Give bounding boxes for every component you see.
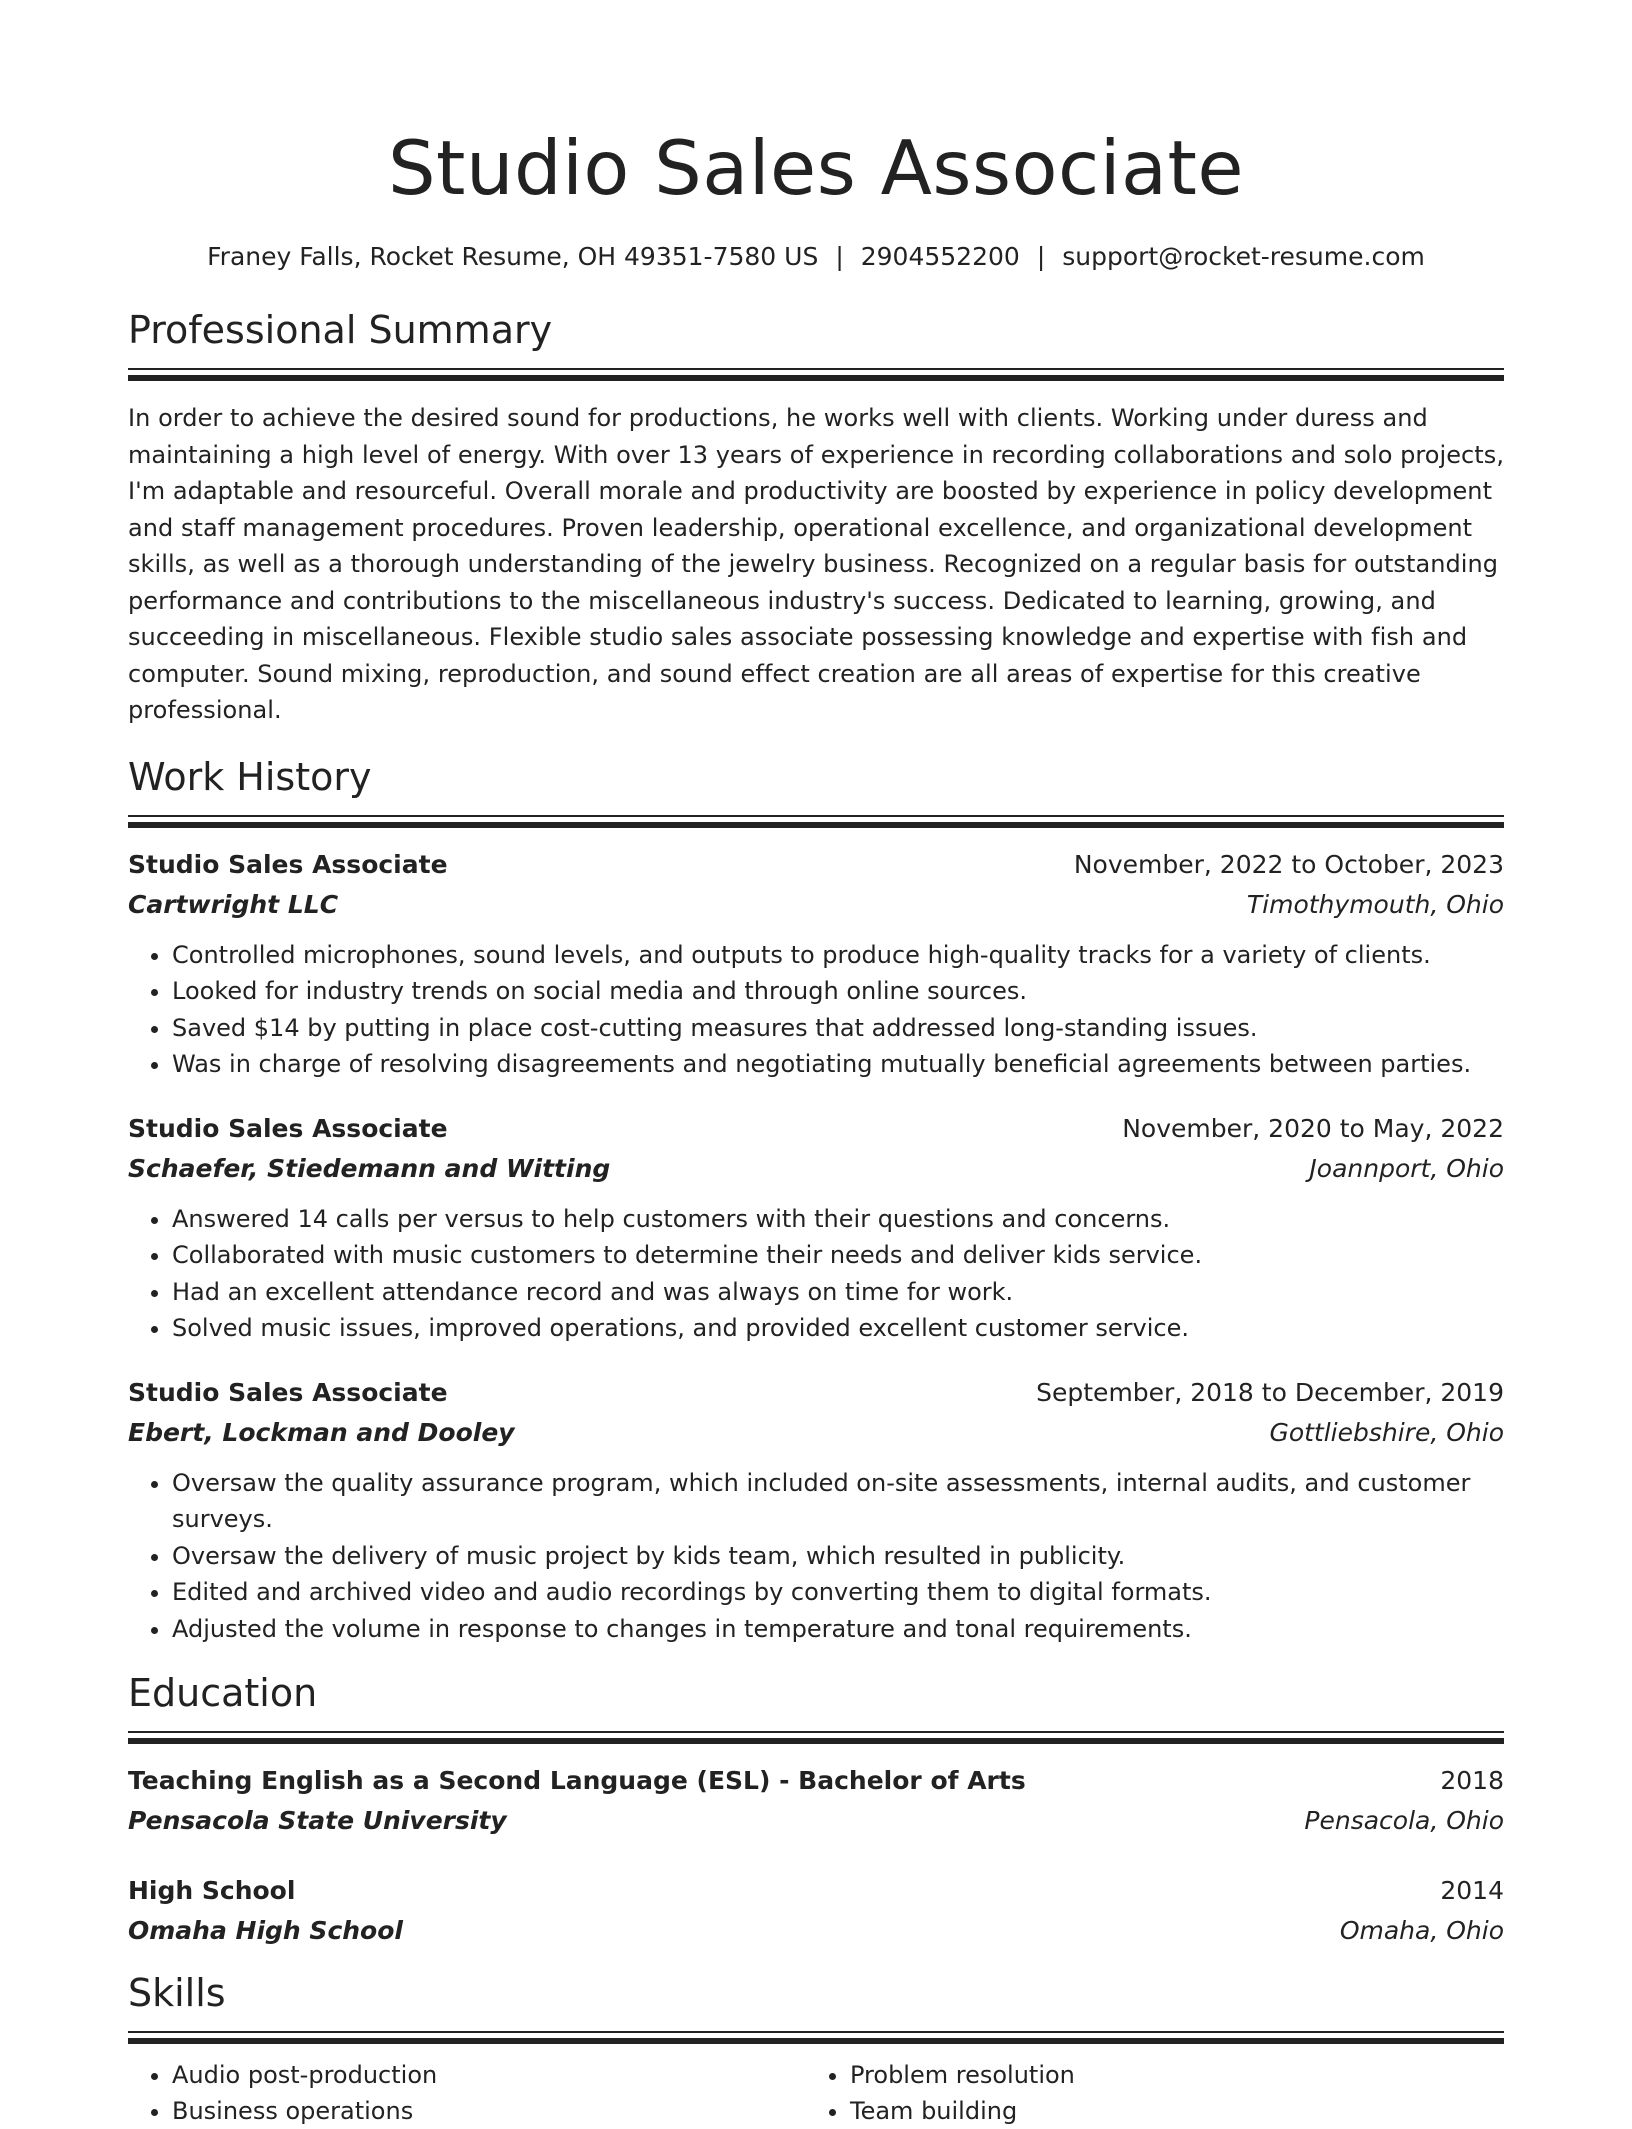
job-title: Studio Sales Associate — [128, 849, 448, 879]
job-location: Joannport, Ohio — [1309, 1153, 1504, 1183]
list-item: • Was in charge of resolving disagreements and negotiating mutually beneficial agreements between parties. — [172, 1046, 1504, 1083]
education-school: Omaha High School — [128, 1916, 403, 1945]
contact-address: Franey Falls, Rocket Resume, OH 49351-7580 US — [207, 242, 819, 271]
job-dates: November, 2022 to October, 2023 — [1073, 849, 1504, 879]
job-title: Studio Sales Associate — [128, 1113, 448, 1143]
list-item: • Solved music issues, improved operations, and provided excellent customer service. — [172, 1310, 1504, 1347]
job-entry — [128, 1109, 1504, 1347]
list-item: • Saved $14 by putting in place cost-cutting measures that addressed long-standing issues. — [172, 1010, 1504, 1047]
section-heading-education: Education — [128, 1671, 318, 1715]
skills-section — [128, 1967, 1504, 2129]
contact-phone: 2904552200 — [860, 242, 1020, 271]
section-divider — [128, 2031, 1504, 2045]
list-item: • Oversaw the delivery of music project by kids team, which resulted in publicity. — [172, 1538, 1504, 1575]
contact-separator: | — [835, 242, 844, 271]
section-divider — [128, 815, 1504, 829]
resume-title: Studio Sales Associate — [387, 124, 1245, 212]
list-item: • Controlled microphones, sound levels, and outputs to produce high-quality tracks for a variety of clients. — [172, 937, 1504, 974]
skill-item: • Team building — [850, 2093, 1484, 2129]
list-item: • Had an excellent attendance record and was always on time for work. — [172, 1274, 1504, 1311]
job-bullets — [128, 937, 1504, 1083]
education-year: 2018 — [1440, 1766, 1504, 1795]
job-title: Studio Sales Associate — [128, 1377, 448, 1407]
resume-page — [128, 0, 1504, 2129]
skills-grid — [128, 2057, 1504, 2129]
job-bullets — [128, 1465, 1504, 1648]
skill-item: • Audio post-production — [172, 2057, 806, 2093]
education-location: Omaha, Ohio — [1339, 1916, 1504, 1945]
job-location: Gottliebshire, Ohio — [1269, 1417, 1504, 1447]
section-heading-work: Work History — [128, 754, 372, 799]
section-divider — [128, 1731, 1504, 1745]
skills-column-left — [128, 2057, 806, 2129]
education-entry — [128, 1871, 1504, 1951]
skill-item: • Business operations — [172, 2093, 806, 2129]
skill-item: • Problem resolution — [850, 2057, 1484, 2093]
job-dates: November, 2020 to May, 2022 — [1122, 1113, 1504, 1143]
job-company: Cartwright LLC — [128, 889, 339, 919]
job-company: Ebert, Lockman and Dooley — [128, 1417, 515, 1447]
list-item: • Answered 14 calls per versus to help customers with their questions and concerns. — [172, 1201, 1504, 1238]
contact-line — [128, 240, 1504, 274]
list-item: • Edited and archived video and audio recordings by converting them to digital formats. — [172, 1574, 1504, 1611]
education-year: 2014 — [1440, 1876, 1504, 1905]
section-heading-summary: Professional Summary — [128, 308, 553, 352]
section-divider — [128, 368, 1504, 382]
list-item: • Collaborated with music customers to determine their needs and deliver kids service. — [172, 1237, 1504, 1274]
work-history-section — [128, 751, 1504, 1648]
section-heading-skills: Skills — [128, 1971, 226, 2015]
contact-email[interactable]: support@rocket-resume.com — [1062, 242, 1425, 271]
education-degree: Teaching English as a Second Language (ESL) - Bachelor of Arts — [128, 1766, 1026, 1795]
education-degree: High School — [128, 1876, 296, 1905]
list-item: • Oversaw the quality assurance program, which included on-site assessments, internal audits, and customer surveys. — [172, 1465, 1504, 1538]
contact-separator: | — [1036, 242, 1046, 271]
list-item: • Looked for industry trends on social media and through online sources. — [172, 973, 1504, 1010]
list-item: • Adjusted the volume in response to changes in temperature and tonal requirements. — [172, 1611, 1504, 1648]
education-section — [128, 1667, 1504, 1951]
job-dates: September, 2018 to December, 2019 — [1036, 1377, 1504, 1407]
job-entry — [128, 1373, 1504, 1648]
summary-section — [128, 304, 1504, 729]
job-location: Timothymouth, Ohio — [1246, 889, 1504, 919]
summary-text: In order to achieve the desired sound for productions, he works well with clients. Working under duress and maintaining a high level of energy. With over 13 years of experience in recording collaborations and solo projects, I'm adaptable and resourceful. Overall morale and productivity are boosted by experience in policy development and staff management procedures. Proven leadership, operational excellence, and organizational development skills, as well as a thorough understanding of the jewelry business. Recognized on a regular basis for outstanding performance and contributions to the miscellaneous industry's success. Dedicated to learning, growing, and succeeding in miscellaneous. Flexible studio sales associate possessing knowledge and expertise with fish and computer. Sound mixing, reproduction, and sound effect creation are all areas of expertise for this creative professional. — [128, 404, 1504, 724]
job-company: Schaefer, Stiedemann and Witting — [128, 1153, 611, 1183]
job-bullets — [128, 1201, 1504, 1347]
skills-column-right — [806, 2057, 1484, 2129]
education-entry — [128, 1761, 1504, 1841]
job-entry — [128, 845, 1504, 1083]
education-location: Pensacola, Ohio — [1304, 1806, 1504, 1835]
education-school: Pensacola State University — [128, 1806, 507, 1835]
